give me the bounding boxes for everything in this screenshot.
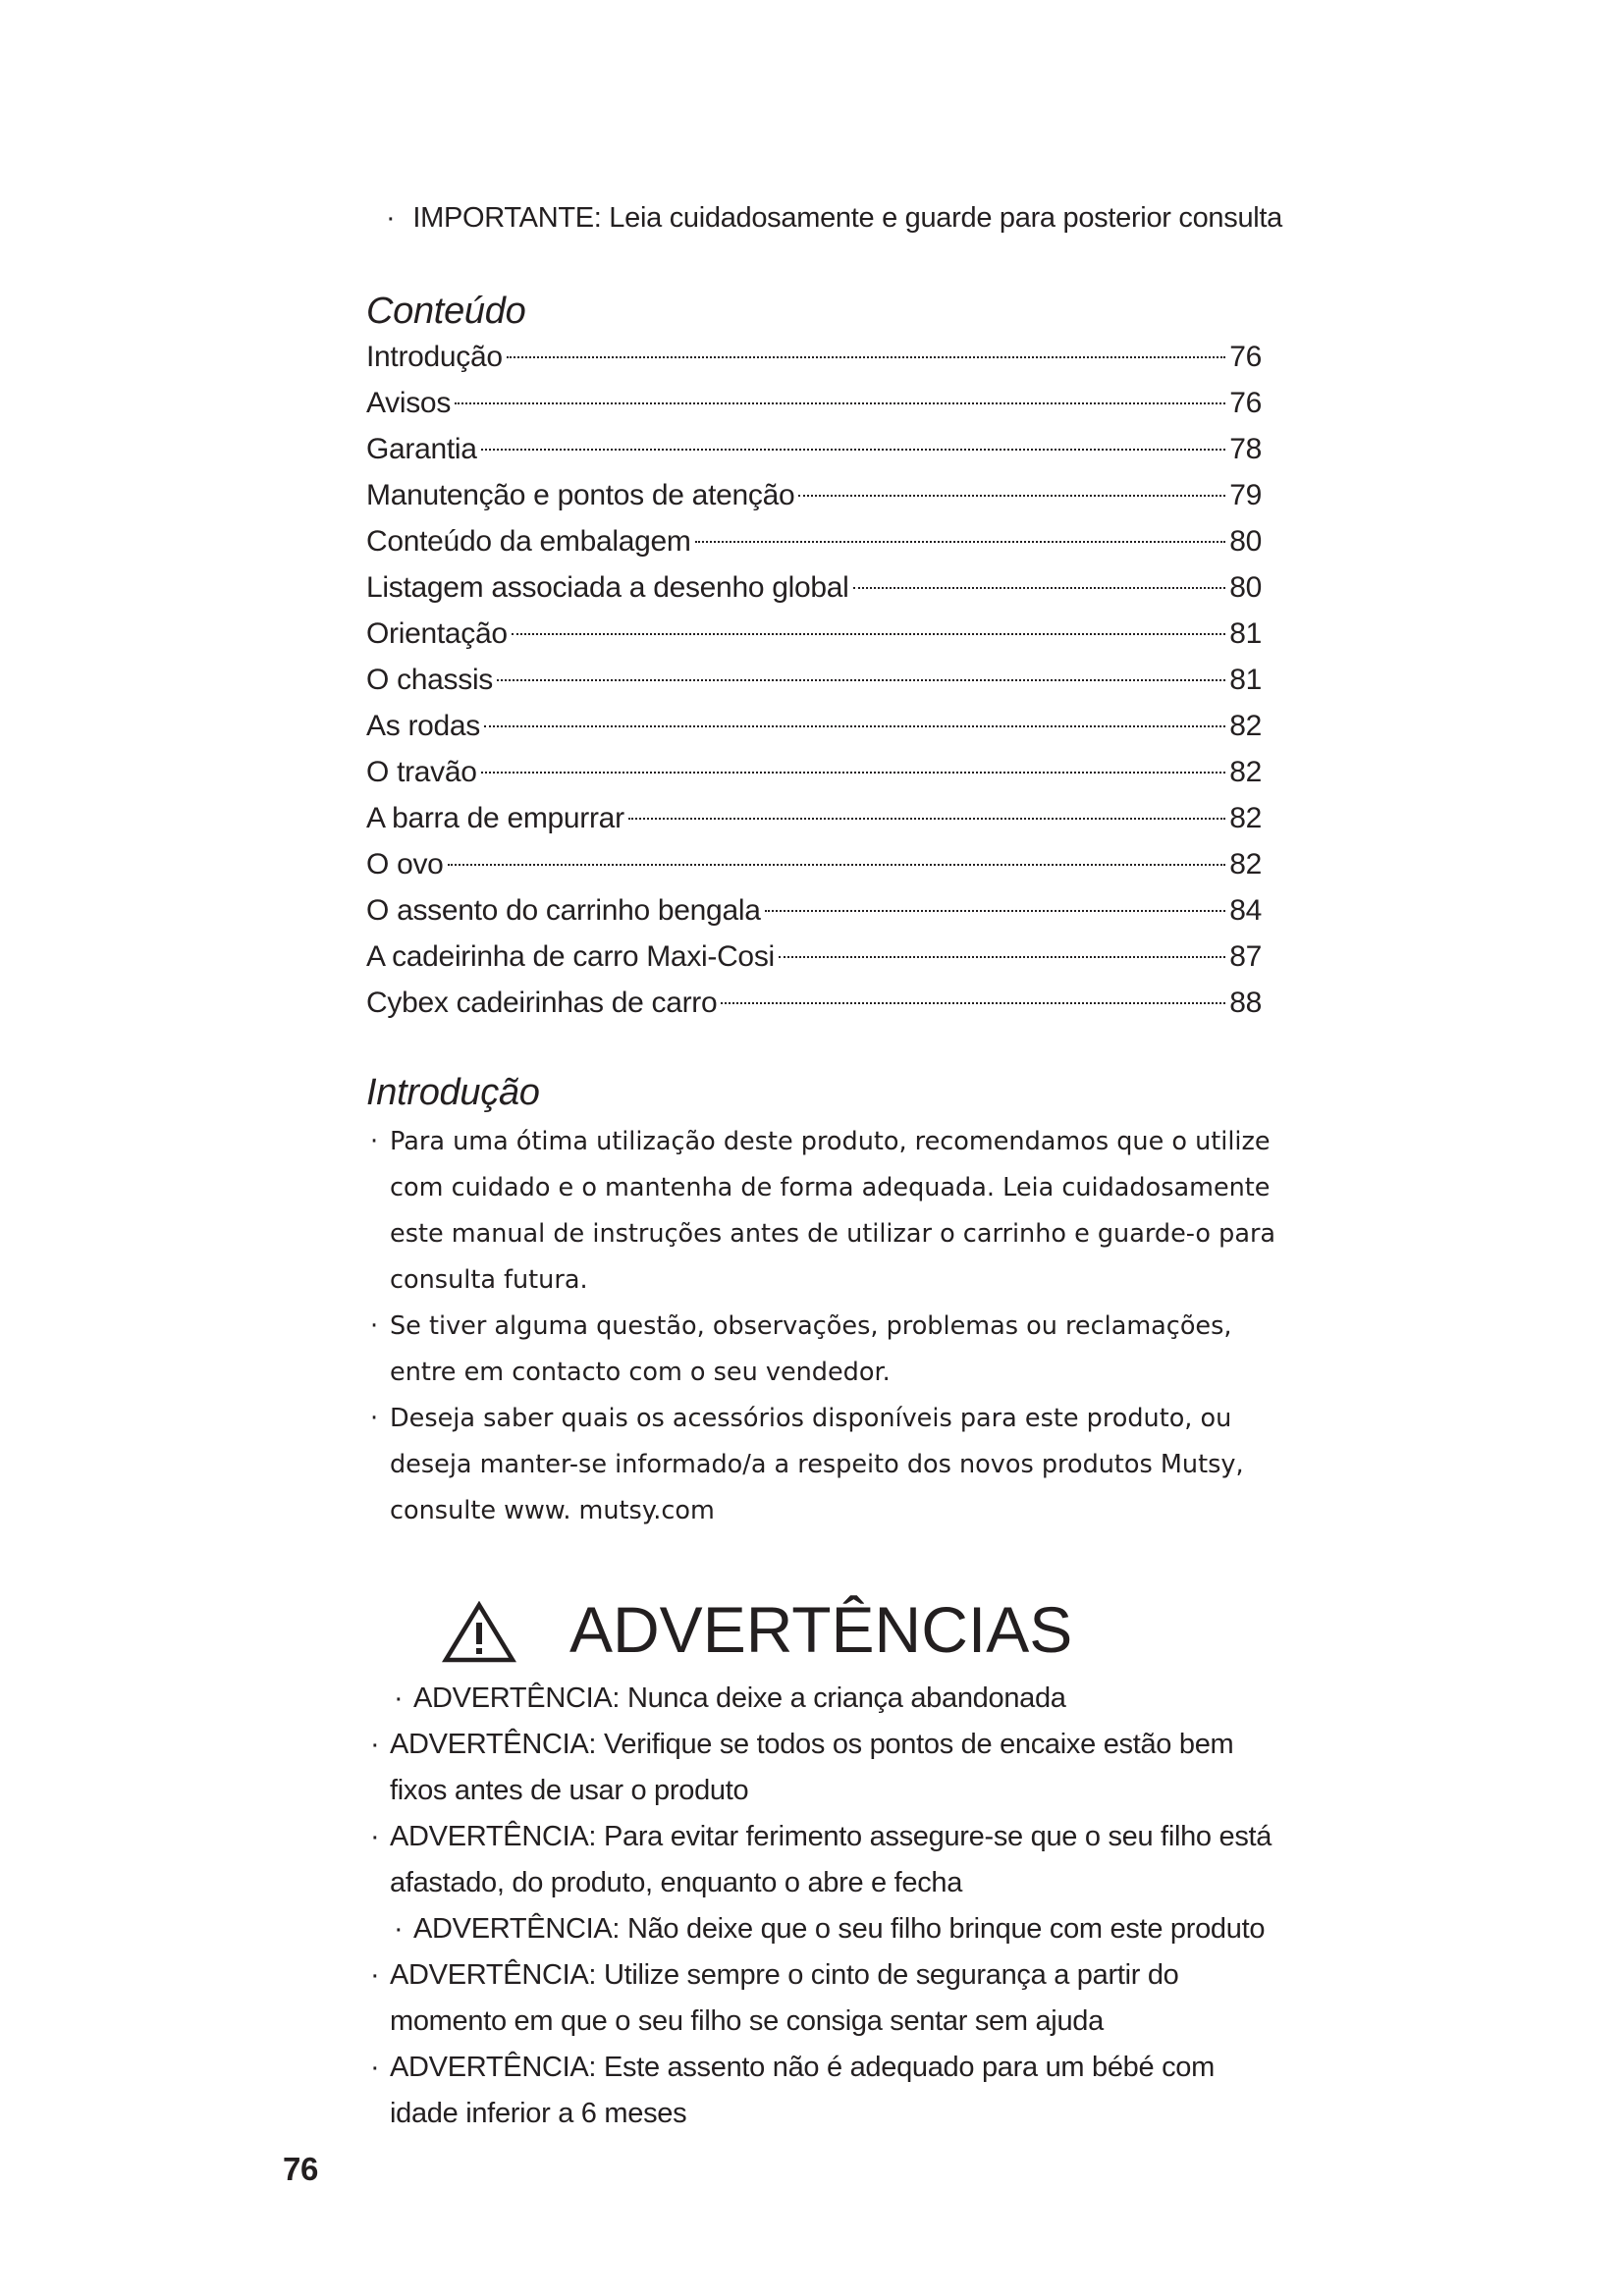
toc-entry-label: O travão <box>366 756 477 788</box>
important-note-text: IMPORTANTE: Leia cuidadosamente e guarde para posterior consulta <box>412 202 1283 234</box>
toc-entry <box>366 611 1262 657</box>
warning-item <box>366 1722 1284 1814</box>
warning-triangle-icon <box>442 1601 516 1664</box>
introduction-list <box>366 1119 1279 1534</box>
toc-entry-page: 79 <box>1229 479 1262 511</box>
toc-entry-label: Introdução <box>366 341 503 373</box>
warning-item <box>366 2045 1284 2137</box>
warning-item-text: ADVERTÊNCIA: Este assento não é adequado para um bébé com idade inferior a 6 meses <box>390 2052 1215 2129</box>
warning-item-text: ADVERTÊNCIA: Verifique se todos os pontos de encaixe estão bem fixos antes de usar o produto <box>390 1729 1234 1806</box>
introduction-item <box>366 1396 1279 1534</box>
warning-item-text: ADVERTÊNCIA: Não deixe que o seu filho brinque com este produto <box>413 1913 1266 1945</box>
toc-entry-page: 82 <box>1229 848 1262 881</box>
dot-leader <box>765 910 1226 912</box>
toc-entry-label: A cadeirinha de carro Maxi-Cosi <box>366 940 775 973</box>
dot-leader <box>853 587 1226 589</box>
warning-item-text: ADVERTÊNCIA: Para evitar ferimento assegure-se que o seu filho está afastado, do produto, enquanto o abre e fecha <box>390 1821 1272 1898</box>
bullet: · <box>370 1959 380 1991</box>
dot-leader <box>512 633 1225 635</box>
bullet: · <box>370 1821 380 1852</box>
warnings-list <box>366 1676 1284 2137</box>
introduction-item <box>366 1119 1279 1304</box>
dot-leader <box>455 402 1225 404</box>
toc-entry <box>366 980 1262 1026</box>
warning-item <box>366 1906 1284 1952</box>
dot-leader <box>695 541 1226 543</box>
toc-entry-label: O ovo <box>366 848 444 881</box>
toc-entry-page: 76 <box>1229 341 1262 373</box>
toc-entry-label: O chassis <box>366 664 494 696</box>
dot-leader <box>628 818 1225 820</box>
introduction-heading: Introdução <box>366 1072 540 1113</box>
toc-entry <box>366 887 1262 934</box>
toc-entry-page: 81 <box>1229 664 1262 696</box>
toc-entry-label: Orientação <box>366 617 508 650</box>
dot-leader <box>721 1002 1225 1004</box>
warning-item <box>366 1952 1284 2045</box>
toc-entry <box>366 934 1262 980</box>
table-of-contents <box>366 334 1262 1026</box>
toc-entry-label: Conteúdo da embalagem <box>366 525 691 558</box>
toc-entry-label: A barra de empurrar <box>366 802 624 834</box>
toc-entry-label: Cybex cadeirinhas de carro <box>366 987 718 1019</box>
page-number: 76 <box>283 2151 319 2187</box>
toc-entry <box>366 749 1262 795</box>
toc-entry-label: Manutenção e pontos de atenção <box>366 479 795 511</box>
toc-entry <box>366 334 1262 380</box>
toc-entry-page: 80 <box>1229 571 1262 604</box>
toc-entry-page: 82 <box>1229 802 1262 834</box>
introduction-item-text: Se tiver alguma questão, observações, problemas ou reclamações, entre em contacto com o seu vendedor. <box>390 1311 1232 1387</box>
introduction-item-text: Para uma ótima utilização deste produto, recomendamos que o utilize com cuidado e o mantenha de forma adequada. Leia cuidadosamente este manual de instruções antes de utilizar o carrinho e guarde-o para consulta futura. <box>390 1127 1276 1295</box>
bullet: · <box>394 1913 404 1945</box>
bullet: · <box>370 1404 379 1433</box>
toc-entry-page: 81 <box>1229 617 1262 650</box>
dot-leader <box>448 864 1226 866</box>
toc-entry-label: As rodas <box>366 710 480 742</box>
toc-entry-label: Avisos <box>366 387 452 419</box>
bullet: · <box>370 1311 379 1341</box>
warnings-heading <box>442 1590 1072 1669</box>
toc-entry <box>366 841 1262 887</box>
bullet: · <box>394 1682 404 1714</box>
warnings-title: ADVERTÊNCIAS <box>569 1593 1073 1666</box>
toc-entry-page: 80 <box>1229 525 1262 558</box>
introduction-item <box>366 1304 1279 1396</box>
warning-item <box>366 1814 1284 1906</box>
toc-entry-page: 76 <box>1229 387 1262 419</box>
toc-entry <box>366 518 1262 564</box>
toc-entry-page: 82 <box>1229 756 1262 788</box>
toc-entry-page: 82 <box>1229 710 1262 742</box>
toc-entry-page: 87 <box>1229 940 1262 973</box>
toc-entry <box>366 657 1262 703</box>
dot-leader <box>481 772 1226 774</box>
dot-leader <box>798 495 1225 497</box>
important-note <box>386 198 1282 238</box>
warning-item-text: ADVERTÊNCIA: Utilize sempre o cinto de segurança a partir do momento em que o seu filho se consiga sentar sem ajuda <box>390 1959 1179 2037</box>
toc-entry <box>366 703 1262 749</box>
toc-entry-page: 88 <box>1229 987 1262 1019</box>
contents-heading: Conteúdo <box>366 291 526 332</box>
dot-leader <box>497 679 1225 681</box>
dot-leader <box>481 449 1226 451</box>
toc-entry <box>366 795 1262 841</box>
toc-entry <box>366 564 1262 611</box>
toc-entry-page: 84 <box>1229 894 1262 927</box>
toc-entry <box>366 380 1262 426</box>
warning-item <box>366 1676 1284 1722</box>
warning-item-text: ADVERTÊNCIA: Nunca deixe a criança abandonada <box>413 1682 1066 1714</box>
toc-entry <box>366 426 1262 472</box>
bullet: · <box>370 1729 380 1760</box>
toc-entry-page: 78 <box>1229 433 1262 465</box>
toc-entry-label: O assento do carrinho bengala <box>366 894 761 927</box>
dot-leader <box>779 956 1225 958</box>
bullet: · <box>370 2052 380 2083</box>
bullet: · <box>370 1127 379 1156</box>
toc-entry-label: Garantia <box>366 433 477 465</box>
dot-leader <box>507 356 1225 358</box>
toc-entry-label: Listagem associada a desenho global <box>366 571 849 604</box>
bullet: · <box>386 202 396 234</box>
introduction-item-text: Deseja saber quais os acessórios disponíveis para este produto, ou deseja manter-se informado/a a respeito dos novos produtos Mutsy, consulte www. mutsy.com <box>390 1404 1244 1525</box>
toc-entry <box>366 472 1262 518</box>
dot-leader <box>484 725 1225 727</box>
